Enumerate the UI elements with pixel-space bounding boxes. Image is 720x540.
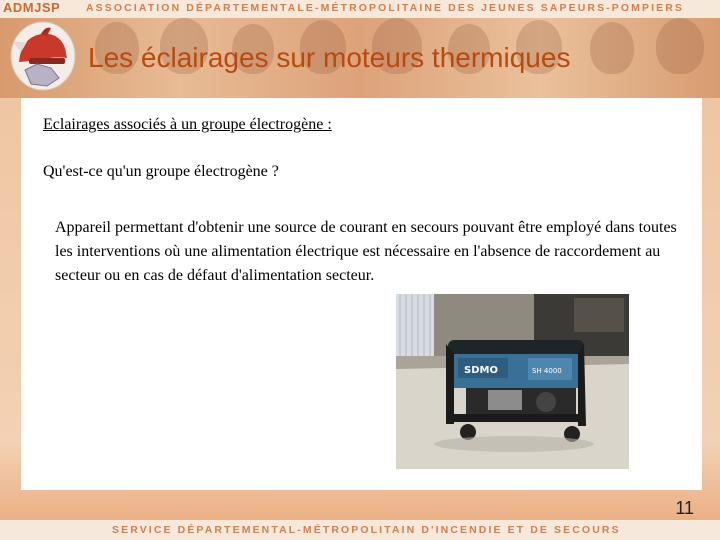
- section-subtitle: Eclairages associés à un groupe électrogène :: [43, 116, 332, 133]
- footer-label: SERVICE DÉPARTEMENTAL-MÉTROPOLITAIN D'INCENDIE ET DE SECOURS: [112, 524, 621, 536]
- jsp-logo-icon: [7, 12, 79, 92]
- brand-label: ADMJSP: [3, 0, 61, 15]
- definition-paragraph: Appareil permettant d'obtenir une source de courant en secours pouvant être employé dans toutes les interventions où une alimentation électrique est nécessaire en l'absence de raccordement au secteur ou en cas de défaut d'alimentation secteur.: [55, 219, 677, 284]
- question-text: Qu'est-ce qu'un groupe électrogène ?: [43, 163, 279, 180]
- content-panel: [21, 98, 702, 490]
- page-number: 11: [675, 498, 694, 518]
- footer-banner: [0, 520, 720, 540]
- page-title: Les éclairages sur moteurs thermiques: [88, 42, 571, 73]
- generator-brand-label: SDMO: [464, 365, 498, 376]
- top-banner: [0, 0, 720, 18]
- generator-photo: [396, 294, 629, 469]
- association-label: ASSOCIATION DÉPARTEMENTALE-MÉTROPOLITAINE DES JEUNES SAPEURS-POMPIERS: [86, 2, 684, 14]
- generator-model-label: SH 4000: [532, 367, 562, 375]
